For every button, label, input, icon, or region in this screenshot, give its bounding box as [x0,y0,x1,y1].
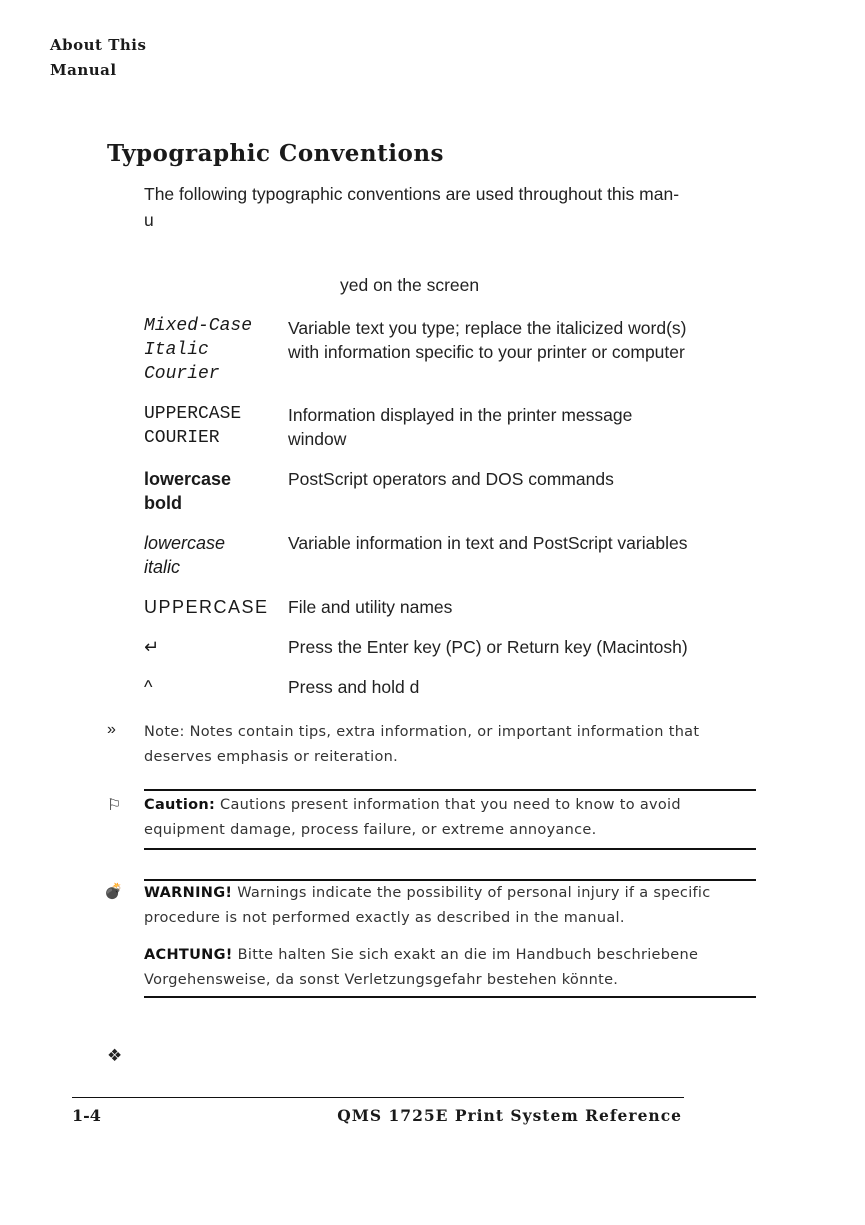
warning-bottom-rule [144,996,756,998]
definition-line: PostScript operators and DOS commands [288,469,614,489]
note-line: Note: Notes contain tips, extra information, or important information that [144,724,700,740]
definition-line: File and utility names [288,597,453,617]
bomb-icon: 💣 [104,883,123,900]
convention-definition [288,635,758,659]
term-line: ^ [144,677,153,697]
intro-line: u [144,210,154,230]
definition-line: Press and hold d [288,677,420,697]
note-block [144,720,759,770]
page-number: 1-4 [72,1106,101,1125]
caution-text: Cautions present information that you need to know to avoid [215,797,681,813]
convention-term [144,467,279,515]
caution-bottom-rule [144,848,756,850]
footer-rule [72,1097,684,1098]
note-icon: » [107,721,116,738]
achtung-label: ACHTUNG! [144,947,233,963]
definition-line: with information specific to your printer or computer [288,342,685,362]
definition-line: Information displayed in the printer message [288,405,633,425]
term-line: COURIER [144,428,220,448]
achtung-block [144,943,759,993]
term-line: UPPERCASE [144,597,269,617]
term-line: Italic [144,340,209,360]
term-line: lowercase [144,533,226,553]
convention-definition [288,403,758,451]
caution-top-rule [144,789,756,791]
intro-fragment: yed on the screen [340,275,480,295]
flag-icon: ⚐ [107,797,122,814]
convention-definition [288,316,758,364]
convention-definition [288,467,758,491]
chapter-title-line1: About This [50,36,147,54]
term-line: italic [144,557,181,577]
convention-term [144,531,279,579]
definition-line: window [288,429,347,449]
intro-paragraph [144,181,759,233]
convention-term [144,595,279,619]
convention-definition [288,595,758,619]
chapter-title-line2: Manual [50,61,117,79]
achtung-text: Bitte halten Sie sich exakt an die im Handbuch beschriebene [232,947,699,963]
caution-label: Caution: [144,797,216,813]
term-line: lowercase [144,469,232,489]
return-key-icon [144,635,279,659]
warning-block [144,881,759,931]
term-line: Courier [144,364,220,384]
term-line: Mixed-Case [144,316,253,336]
caret-symbol [144,675,279,699]
warning-label: WARNING! [144,885,233,901]
warning-line: procedure is not performed exactly as described in the manual. [144,910,625,926]
term-line: bold [144,493,182,513]
convention-term [144,402,279,450]
achtung-line: Vorgehensweise, da sonst Verletzungsgefahr bestehen könnte. [144,972,619,988]
diamond-end-icon: ❖ [107,1046,123,1065]
warning-text: Warnings indicate the possibility of personal injury if a specific [232,885,711,901]
term-line: ↵ [144,637,160,657]
convention-term [144,314,279,386]
note-line: deserves emphasis or reiteration. [144,749,399,765]
caution-block [144,793,759,843]
warning-line [144,881,759,906]
intro-line: The following typographic conventions are used throughout this man- [144,184,680,204]
section-title: Typographic Conventions [107,140,444,167]
definition-line: Variable text you type; replace the italicized word(s) [288,318,687,338]
definition-line: Press the Enter key (PC) or Return key (Macintosh) [288,637,688,657]
book-title: QMS 1725E Print System Reference [337,1106,682,1125]
definition-line: Variable information in text and PostScript variables [288,533,688,553]
caution-line: equipment damage, process failure, or extreme annoyance. [144,822,597,838]
caution-line [144,793,759,818]
term-line: UPPERCASE [144,404,242,424]
chapter-header [50,33,146,83]
achtung-line [144,943,759,968]
convention-definition [288,675,758,699]
convention-definition [288,531,758,555]
